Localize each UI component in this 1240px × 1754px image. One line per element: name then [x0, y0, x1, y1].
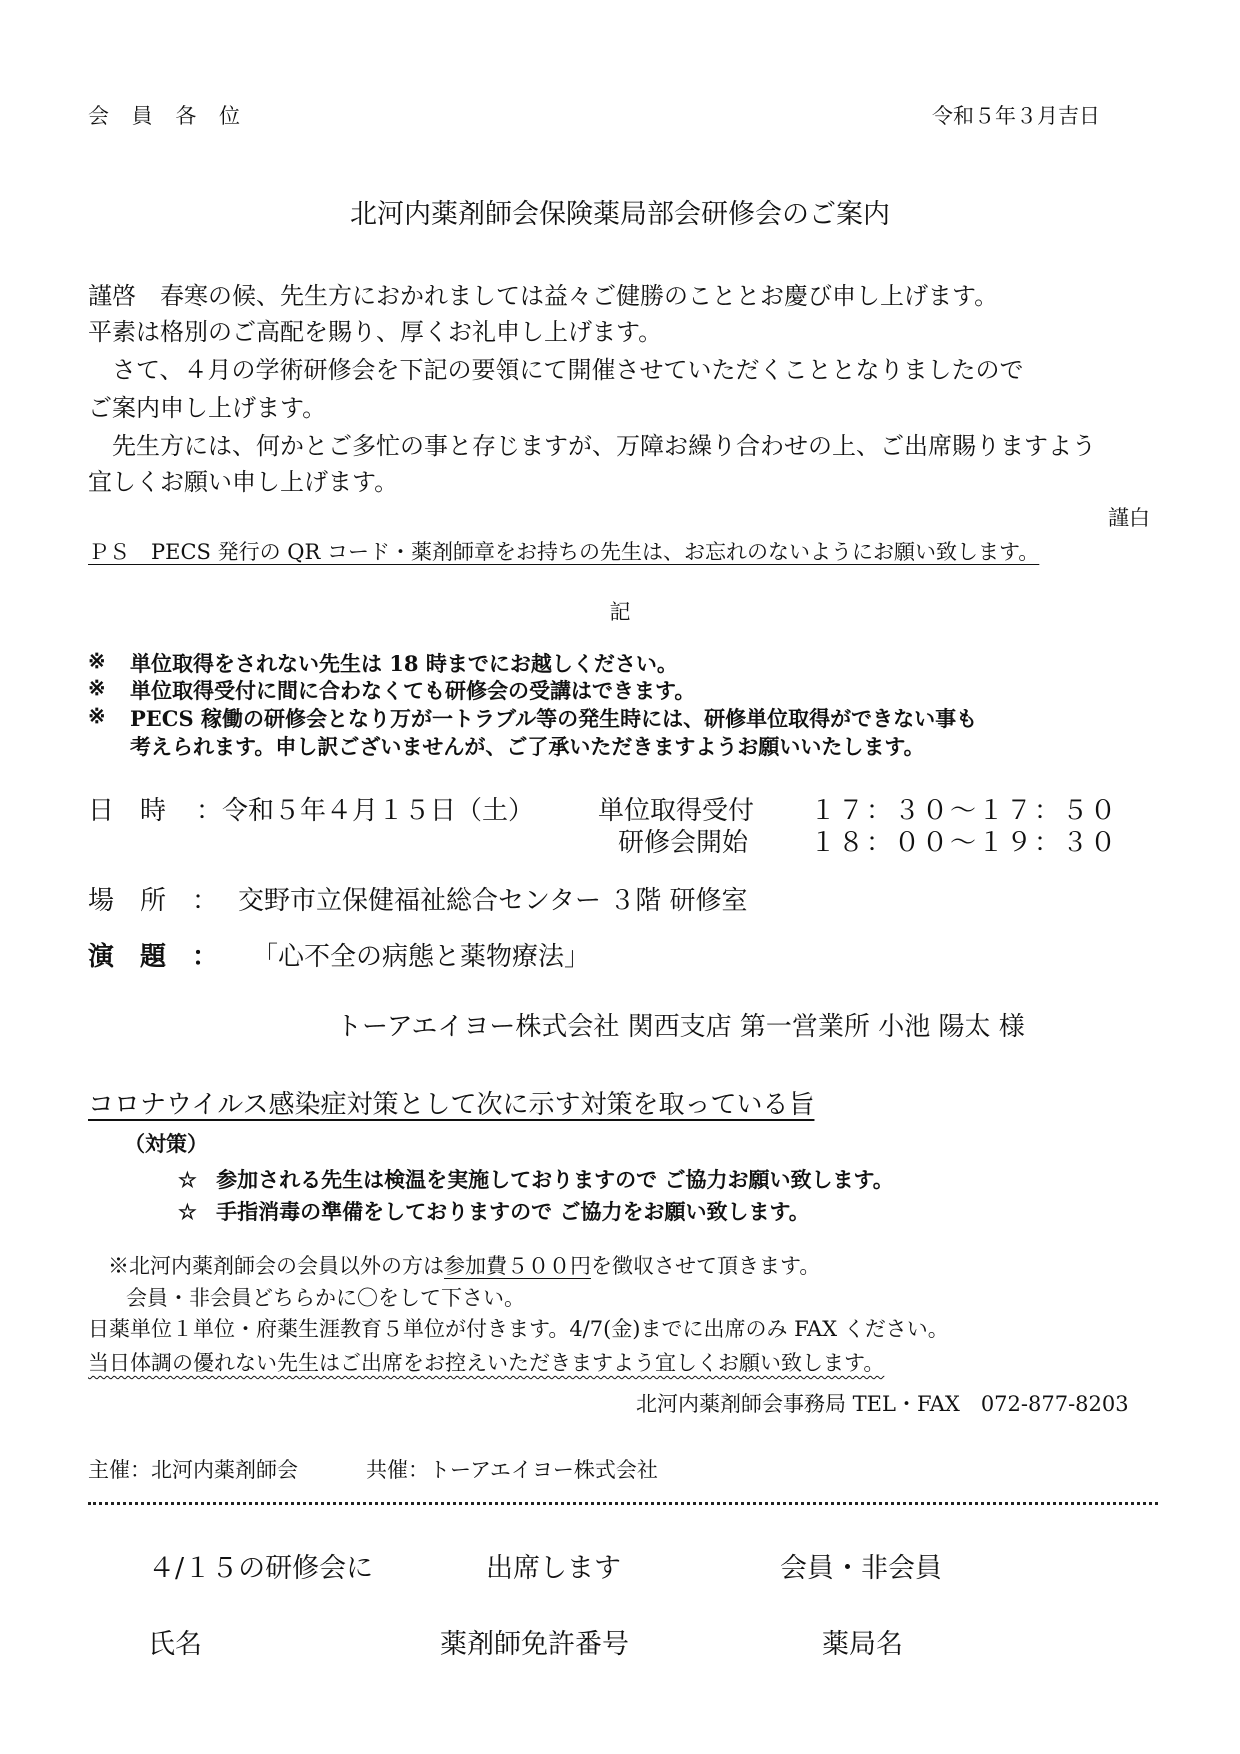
star-icon: ☆ [178, 1199, 197, 1224]
body-line-3: さて、４月の学術研修会を下記の要領にて開催させていただくこととなりましたので [88, 356, 1024, 384]
note-1-text: 単位取得をされない先生は 18 時までにお越しください。 [130, 651, 678, 676]
covid-sub: （対策） [124, 1131, 208, 1156]
covid-item-2-text: 手指消毒の準備をしておりますので ご協力をお願い致します。 [216, 1199, 810, 1224]
body-line-5: 先生方には、何かとご多忙の事と存じますが、万障お繰り合わせの上、ご出席賜りますよう [88, 432, 1096, 460]
covid-item-1-text: 参加される先生は検温を実施しておりますので ご協力お願い致します。 [216, 1167, 894, 1192]
covid-item-1 [178, 1164, 894, 1194]
speaker: トーアエイヨー株式会社 関西支店 第一営業所 小池 陽太 様 [336, 1012, 1025, 1042]
fee-line [108, 1250, 820, 1280]
note-1 [88, 648, 678, 678]
body-line-6: 宜しくお願い申し上げます。 [88, 468, 399, 496]
credit-info: 日薬単位１単位・府薬生涯教育５単位が付きます。4/7(金)までに出席のみ FAX ください。 [88, 1317, 949, 1341]
body-line-4: ご案内申し上げます。 [88, 394, 327, 422]
fee-amount: 参加費５００円 [444, 1254, 591, 1278]
note-mark: ※ [88, 675, 106, 700]
body-line-1: 謹啓 春寒の候、先生方におかれましては益々ご健勝のこととお慶び申し上げます。 [88, 282, 999, 310]
office-contact: 北河内薬剤師会事務局 TEL・FAX 072-877-8203 [636, 1392, 1129, 1416]
note-3-text: PECS 稼働の研修会となり万が一トラブル等の発生時には、研修単位取得ができない事も [130, 706, 978, 731]
place-value: 交野市立保健福祉総合センター ３階 研修室 [238, 886, 748, 916]
page-title: 北河内薬剤師会保険薬局部会研修会のご案内 [350, 199, 890, 230]
fee-line-post: を徴収させて頂きます。 [591, 1254, 821, 1278]
topic-label: 演 題 ： [88, 942, 219, 972]
form-member-status[interactable]: 会員・非会員 [780, 1553, 942, 1584]
note-3 [88, 703, 977, 733]
note-2 [88, 675, 695, 705]
note-3-continued: 考えられます。申し訳ございませんが、ご了承いただきますようお願いいたします。 [130, 734, 925, 759]
covid-item-2 [178, 1196, 810, 1226]
date-value: ：令和５年４月１５日（土） [196, 796, 535, 826]
health-notice: 当日体調の優れない先生はご出席をお控えいただきますよう宜しくお願い致します。 [88, 1351, 885, 1375]
note-mark: ※ [88, 648, 106, 673]
topic-value: 「心不全の病態と薬物療法」 [252, 942, 591, 972]
date-label: 日 時 [88, 796, 167, 826]
host: 主催：北河内薬剤師会 [88, 1458, 298, 1482]
letter-date: 令和５年３月吉日 [932, 104, 1100, 128]
addressee: 会 員 各 位 [88, 104, 249, 128]
member-instruction: 会員・非会員どちらかに〇をして下さい。 [126, 1286, 525, 1310]
note-2-text: 単位取得受付に間に合わなくても研修会の受講はできます。 [130, 678, 696, 703]
cut-line-divider [88, 1502, 1158, 1505]
cohost: 共催：トーアエイヨー株式会社 [366, 1458, 658, 1482]
fee-line-pre: ※北河内薬剤師会の会員以外の方は [108, 1254, 444, 1278]
form-pharmacy-label: 薬局名 [822, 1629, 903, 1660]
ki-heading: 記 [609, 600, 631, 624]
reception-label: 単位取得受付 [598, 796, 755, 826]
covid-heading: コロナウイルス感染症対策として次に示す対策を取っている旨 [88, 1090, 815, 1120]
body-line-2: 平素は格別のご高配を賜り、厚くお礼申し上げます。 [88, 318, 663, 346]
form-event: ４/１５の研修会に [148, 1553, 374, 1584]
closing-word: 謹白 [1108, 506, 1150, 530]
form-name-label: 氏名 [148, 1629, 202, 1660]
form-license-label: 薬剤師免許番号 [440, 1629, 629, 1660]
place-label: 場 所 ： [88, 886, 219, 916]
start-time: １８：００〜１９：３０ [810, 828, 1119, 858]
star-icon: ☆ [178, 1167, 197, 1192]
note-mark: ※ [88, 703, 106, 728]
start-label: 研修会開始 [618, 828, 749, 858]
form-attend[interactable]: 出席します [486, 1553, 621, 1584]
ps-note: ＰＳ PECS 発行の QR コード・薬剤師章をお持ちの先生は、お忘れのないようにお願い致します。 [88, 540, 1040, 564]
reception-time: １７：３０〜１７：５０ [810, 796, 1119, 826]
